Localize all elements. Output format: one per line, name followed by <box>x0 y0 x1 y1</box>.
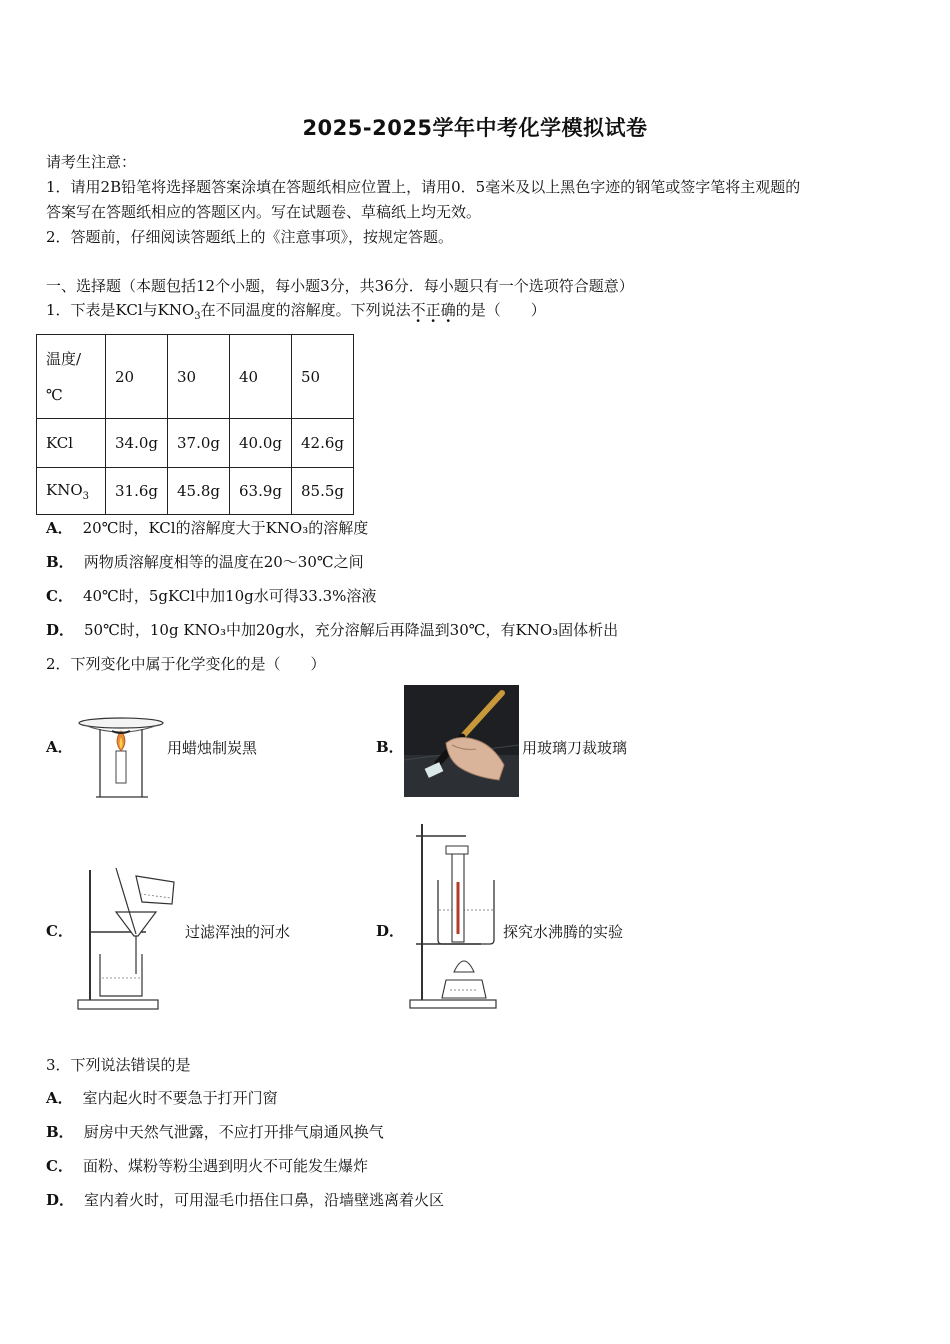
question-3-stem: 3．下列说法错误的是 <box>46 1056 191 1074</box>
row-label: KNO <box>46 480 83 499</box>
table-cell <box>37 468 106 515</box>
table-cell: 37.0g <box>168 419 230 468</box>
header-label: 温度/ <box>46 349 82 368</box>
page-title: 2025-2025学年中考化学模拟试卷 <box>302 116 648 140</box>
q2-option-a-caption: 用蜡烛制炭黑 <box>167 739 258 757</box>
table-cell: 31.6g <box>106 468 168 515</box>
option-letter: B． <box>46 1123 74 1141</box>
q1-option-c[interactable] <box>46 586 376 606</box>
question-2-stem: 2．下列变化中属于化学变化的是（ ） <box>46 655 326 673</box>
q2-option-b-caption: 用玻璃刀裁玻璃 <box>522 739 628 757</box>
q2-option-c-caption: 过滤浑浊的河水 <box>185 923 291 941</box>
table-cell: 40 <box>230 335 292 419</box>
q1-stem-part: 在不同温度的溶解度。下列说法 <box>200 301 411 319</box>
table-cell: 45.8g <box>168 468 230 515</box>
table-cell: 63.9g <box>230 468 292 515</box>
candle-soot-figure <box>76 717 166 799</box>
question-1-stem <box>46 300 546 327</box>
option-text: 室内起火时不要急于打开门窗 <box>82 1089 278 1107</box>
table-cell: 40.0g <box>230 419 292 468</box>
notice-line-2: 答案写在答题纸相应的答题区内。写在试题卷、草稿纸上均无效。 <box>46 203 482 221</box>
q1-option-a[interactable] <box>46 518 368 538</box>
option-text: 两物质溶解度相等的温度在20～30℃之间 <box>83 553 364 571</box>
table-header-cell <box>37 335 106 419</box>
option-letter: C． <box>46 1157 73 1175</box>
q3-option-a[interactable] <box>46 1088 278 1108</box>
notice-line-1: 1．请用2B铅笔将选择题答案涂填在答题纸相应位置上，请用0．5毫米及以上黑色字迹的钢笔或签字笔将主观题的 <box>46 178 801 196</box>
option-letter: A． <box>46 1089 73 1107</box>
option-text: 室内着火时，可用湿毛巾捂住口鼻，沿墙壁逃离着火区 <box>84 1191 445 1209</box>
table-row <box>37 468 354 515</box>
table-cell: 42.6g <box>292 419 354 468</box>
q1-stem-part: 的是（ ） <box>455 301 546 319</box>
emphasis-char: 正 <box>425 301 441 319</box>
table-cell: 85.5g <box>292 468 354 515</box>
option-letter: B． <box>46 553 74 571</box>
table-row <box>37 419 354 468</box>
q2-option-b-letter[interactable]: B． <box>376 738 404 756</box>
table-cell: 30 <box>168 335 230 419</box>
glass-cutter-photo <box>404 685 519 797</box>
option-text: 40℃时，5gKCl中加10g水可得33.3%溶液 <box>82 587 377 605</box>
section-heading: 一、选择题（本题包括12个小题，每小题3分，共36分．每小题只有一个选项符合题意） <box>46 277 634 295</box>
notice-heading: 请考生注意： <box>46 153 137 171</box>
emphasis-char: 不 <box>410 301 426 319</box>
option-letter: D． <box>46 621 75 639</box>
q1-option-d[interactable] <box>46 620 618 640</box>
option-text: 20℃时，KCl的溶解度大于KNO₃的溶解度 <box>82 519 369 537</box>
table-row <box>37 335 354 419</box>
q3-option-c[interactable] <box>46 1156 368 1176</box>
q2-option-c-letter[interactable]: C． <box>46 922 73 940</box>
notice-line-3: 2．答题前，仔细阅读答题纸上的《注意事项》，按规定答题。 <box>46 228 454 246</box>
q3-option-d[interactable] <box>46 1190 444 1210</box>
q2-option-d-letter[interactable]: D． <box>376 922 405 940</box>
solubility-table <box>36 334 354 515</box>
q1-stem-part: 1．下表是KCl与KNO <box>46 301 195 319</box>
q1-option-b[interactable] <box>46 552 364 572</box>
table-cell: 20 <box>106 335 168 419</box>
row-label-sub: 3 <box>82 490 90 502</box>
table-cell: 50 <box>292 335 354 419</box>
option-letter: A． <box>46 519 73 537</box>
table-cell: 34.0g <box>106 419 168 468</box>
header-unit: ℃ <box>46 385 63 404</box>
q2-option-d-caption: 探究水沸腾的实验 <box>503 923 624 941</box>
q1-stem-sub: 3 <box>194 311 201 322</box>
emphasis-char: 确 <box>440 301 456 319</box>
option-letter: C． <box>46 587 73 605</box>
q3-option-b[interactable] <box>46 1122 384 1142</box>
filtration-apparatus-figure <box>76 862 184 1012</box>
q2-option-a-letter[interactable]: A． <box>46 738 73 756</box>
option-text: 面粉、煤粉等粉尘遇到明火不可能发生爆炸 <box>82 1157 368 1175</box>
option-text: 50℃时，10g KNO₃中加20g水，充分溶解后再降温到30℃，有KNO₃固体析出 <box>84 621 619 639</box>
boiling-water-apparatus-figure <box>406 822 501 1010</box>
table-cell: KCl <box>37 419 106 468</box>
option-letter: D． <box>46 1191 75 1209</box>
option-text: 厨房中天然气泄露，不应打开排气扇通风换气 <box>83 1123 384 1141</box>
